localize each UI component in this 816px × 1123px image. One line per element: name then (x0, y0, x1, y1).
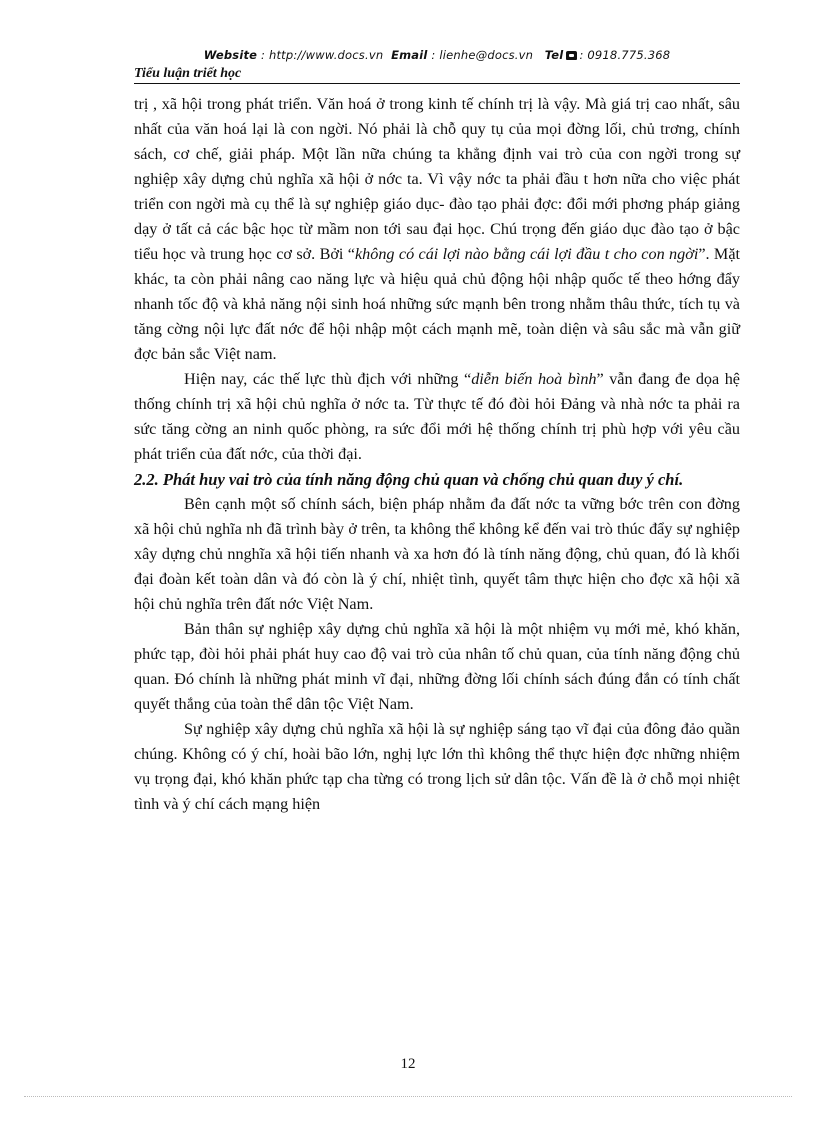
page-bottom-border (24, 1096, 792, 1097)
document-subject: Tiểu luận triết học (134, 66, 242, 81)
paragraph-4: Bản thân sự nghiệp xây dựng chủ nghĩa xã hội là một nhiệm vụ mới mẻ, khó khăn, phức tạp, đòi hỏi phải phát huy cao độ vai trò của nhân tố chủ quan, của tính năng động chủ quan. Đó chính là những phát minh vĩ đại, những đờng lối chính sách đúng đắn có tính chất quyết thắng của toàn thể dân tộc Việt Nam. (134, 620, 740, 713)
section-heading: 2.2. Phát huy vai trò của tính năng động chủ quan và chống chủ quan duy ý chí. (134, 470, 684, 489)
email-label: Email (391, 48, 428, 62)
paragraph-1-rest: ”. Mặt khác, ta còn phải nâng cao năng lực và hiệu quả chủ động hội nhập quốc tế theo hớng đẩy nhanh tốc độ và khả năng nội sinh hoá những sức mạnh bên trong nhằm thâu thức, tích tụ và tăng cờng nội lực đất nớc để hội nhập một cách mạnh mẽ, toàn diện và sâu sắc mà vẫn giữ đợc bản sắc Việt nam. (134, 245, 741, 363)
paragraph-2-text: Hiện nay, các thế lực thù địch với những “ (184, 370, 472, 388)
paragraph-1-text: trị , xã hội trong phát triển. Văn hoá ở trong kinh tế chính trị là vậy. Mà giá trị cao nhất, sâu nhất của văn hoá lại là con ngời. Nó phải là chỗ quy tụ của mọi đờng lối, chủ trơng, chính sách, cơ chế, giải pháp. Một lần nữa chúng ta khẳng định vai trò của con ngời trong sự nghiệp xây dựng chủ nghĩa xã hội ở nớc ta. Vì vậy nớc ta phải đầu t hơn nữa cho việc phát triển con ngời mà cụ thể là sự nghiệp giáo dục- đào tạo phải đợc: đổi mới phơng pháp giảng dạy ở tất cả các bậc học từ mầm non tới sau đại học. Chú trọng đến giáo dục đào tạo ở bậc tiểu học và trung học cơ sở. Bởi “ (134, 95, 740, 263)
website-value[interactable]: : http://www.docs.vn (261, 48, 384, 62)
email-value[interactable]: : lienhe@docs.vn (431, 48, 534, 62)
tel-label: Tel (544, 48, 564, 62)
website-label: Website (203, 48, 258, 62)
paragraph-1 (134, 92, 740, 367)
paragraph-2-quote: diễn biến hoà bình (471, 370, 597, 388)
paragraph-2-rest: ” vẫn đang đe dọa hệ thống chính trị xã hội chủ nghĩa ở nớc ta. Từ thực tế đó đòi hỏi Đảng và nhà nớc ta phải ra sức tăng cờng an ninh quốc phòng, ra sức đổi mới hệ thống chính trị phù hợp với yêu cầu phát triển của đất nớc, của thời đại. (134, 370, 740, 463)
paragraph-3: Bên cạnh một số chính sách, biện pháp nhằm đa đất nớc ta vững bớc trên con đờng xã hội chủ nghĩa nh đã trình bày ở trên, ta không thể không kể đến vai trò thúc đẩy sự nghiệp xây dựng chủ nnghĩa xã hội tiến nhanh và xa hơn đó là tính năng động, chủ quan, đó là khối đại đoàn kết toàn dân và đó còn là ý chí, nhiệt tình, quyết tâm thực hiện cho đợc xã hội xã hội chủ nghĩa trên đất nớc Việt Nam. (134, 495, 740, 613)
paragraph-1-quote: không có cái lợi nào bằng cái lợi đầu t cho con ngời (354, 245, 699, 263)
document-body (134, 92, 740, 817)
page-number: 12 (400, 1056, 416, 1072)
paragraph-5: Sự nghiệp xây dựng chủ nghĩa xã hội là sự nghiệp sáng tạo vĩ đại của đông đảo quần chúng. Không có ý chí, hoài bão lớn, nghị lực lớn thì không thể thực hiện đợc những nhiệm vụ trọng đại, khó khăn phức tạp cha từng có trong lịch sử dân tộc. Vấn đề là ở chỗ mọi nhiệt tình và ý chí cách mạng hiện (134, 720, 740, 813)
page-header-contact (134, 48, 740, 62)
header-divider (134, 83, 740, 84)
paragraph-2 (134, 367, 740, 467)
phone-icon (566, 51, 577, 60)
tel-value: : 0918.775.368 (579, 48, 671, 62)
